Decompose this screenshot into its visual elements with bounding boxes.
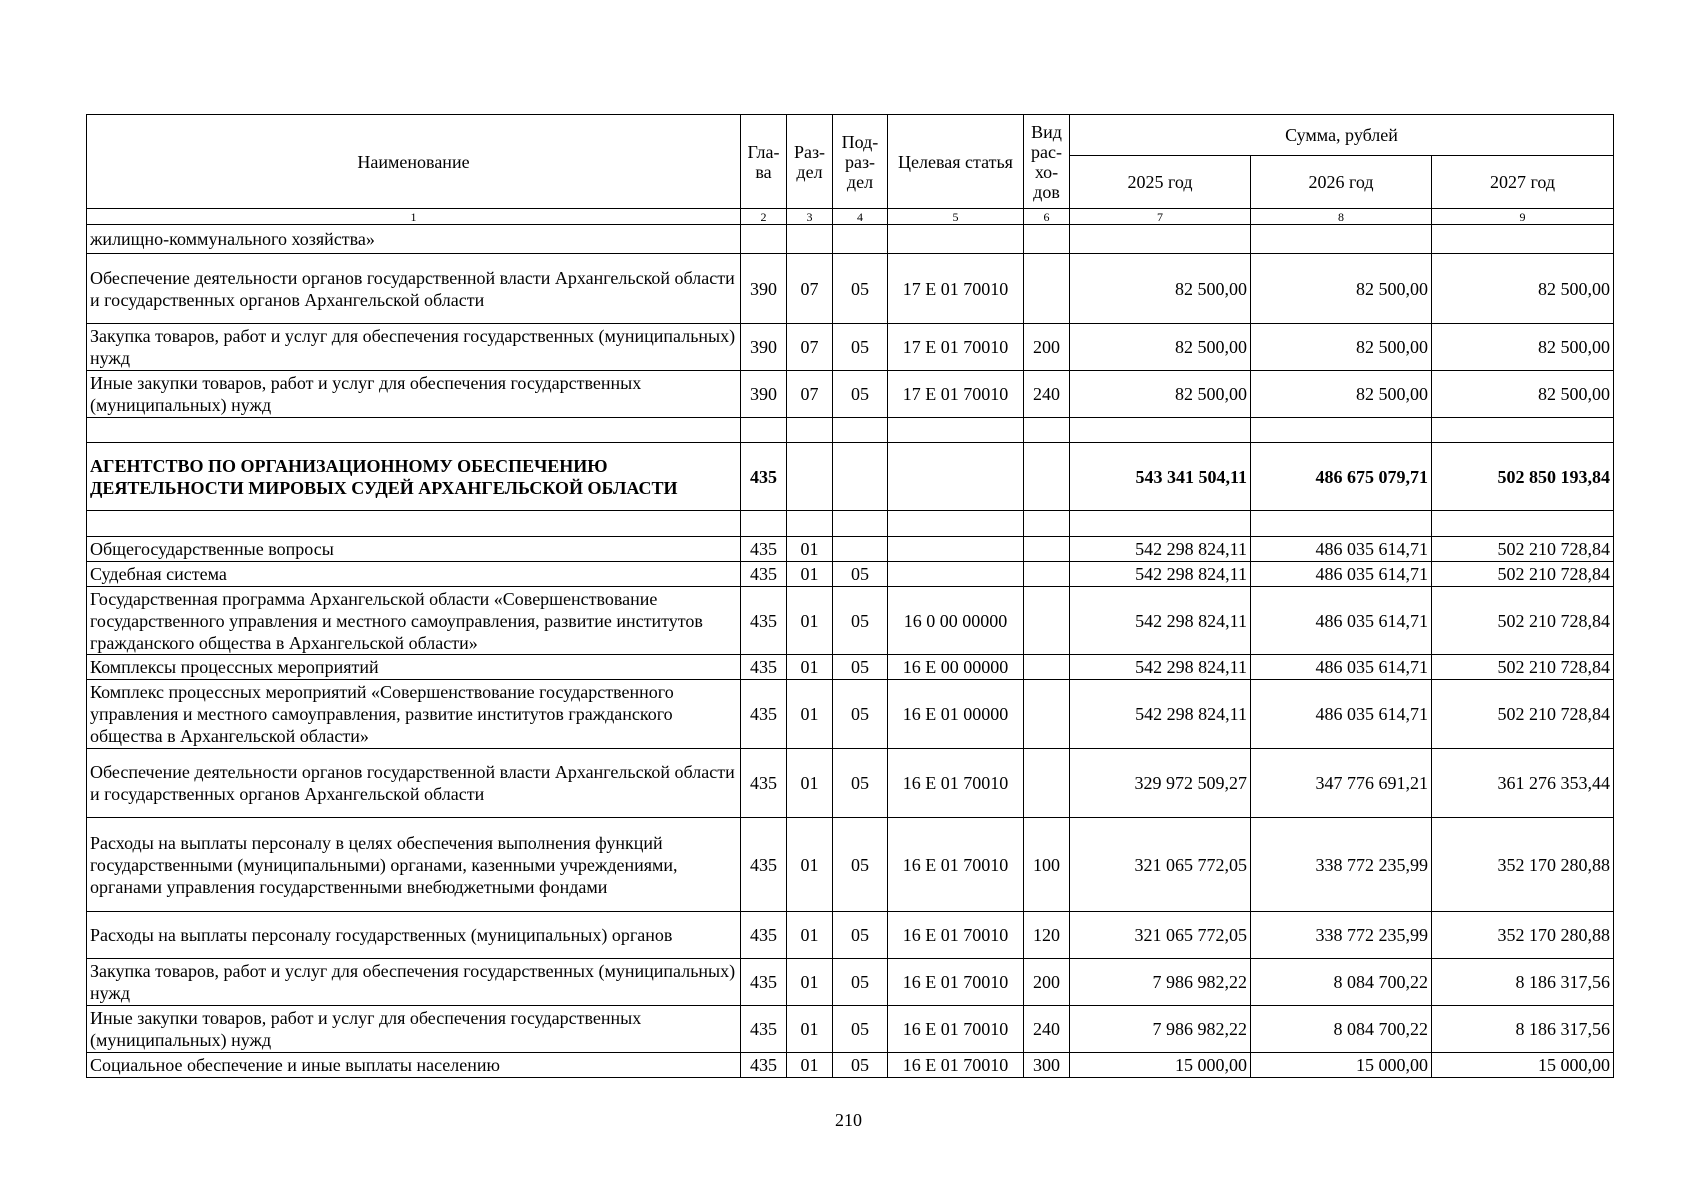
row-sum-2026: 486 035 614,71 xyxy=(1251,537,1432,562)
table-row xyxy=(87,225,1614,254)
table-row xyxy=(87,912,1614,959)
row-vid-rashodov xyxy=(1024,587,1070,655)
column-number-row xyxy=(87,209,1614,225)
row-vid-rashodov: 200 xyxy=(1024,959,1070,1006)
row-sum-2025: 543 341 504,11 xyxy=(1070,443,1251,511)
row-razdel: 01 xyxy=(787,680,833,749)
row-sum-2026 xyxy=(1251,511,1432,537)
row-celevaya-statya: 16 0 00 00000 xyxy=(888,587,1024,655)
row-celevaya-statya xyxy=(888,511,1024,537)
row-razdel xyxy=(787,443,833,511)
row-name xyxy=(87,511,741,537)
row-vid-rashodov: 120 xyxy=(1024,912,1070,959)
row-sum-2027 xyxy=(1432,418,1614,443)
table-row xyxy=(87,324,1614,371)
row-sum-2027: 502 210 728,84 xyxy=(1432,562,1614,587)
row-sum-2025: 82 500,00 xyxy=(1070,254,1251,324)
row-vid-rashodov: 300 xyxy=(1024,1053,1070,1078)
budget-table xyxy=(86,114,1614,1078)
column-number: 6 xyxy=(1024,209,1070,225)
row-sum-2026: 8 084 700,22 xyxy=(1251,959,1432,1006)
row-razdel: 07 xyxy=(787,254,833,324)
header-vid-rashodov: Вид рас-хо-дов xyxy=(1024,115,1070,209)
header-year-2025: 2025 год xyxy=(1070,156,1251,209)
row-glava: 435 xyxy=(741,655,787,680)
row-celevaya-statya: 17 Е 01 70010 xyxy=(888,254,1024,324)
row-podrazdel: 05 xyxy=(833,1006,888,1053)
row-razdel xyxy=(787,418,833,443)
row-celevaya-statya: 16 Е 01 70010 xyxy=(888,1006,1024,1053)
row-sum-2027: 352 170 280,88 xyxy=(1432,912,1614,959)
row-podrazdel: 05 xyxy=(833,562,888,587)
row-sum-2025: 321 065 772,05 xyxy=(1070,912,1251,959)
row-celevaya-statya: 16 Е 01 70010 xyxy=(888,912,1024,959)
row-sum-2027: 502 210 728,84 xyxy=(1432,587,1614,655)
row-razdel: 01 xyxy=(787,912,833,959)
row-glava: 435 xyxy=(741,818,787,912)
table-row xyxy=(87,254,1614,324)
header-glava: Гла-ва xyxy=(741,115,787,209)
row-sum-2026: 486 035 614,71 xyxy=(1251,680,1432,749)
row-glava: 435 xyxy=(741,959,787,1006)
row-vid-rashodov: 240 xyxy=(1024,371,1070,418)
row-glava: 435 xyxy=(741,912,787,959)
row-celevaya-statya: 16 Е 01 70010 xyxy=(888,959,1024,1006)
row-celevaya-statya: 17 Е 01 70010 xyxy=(888,371,1024,418)
row-sum-2025: 542 298 824,11 xyxy=(1070,655,1251,680)
row-sum-2026: 338 772 235,99 xyxy=(1251,912,1432,959)
table-row xyxy=(87,443,1614,511)
row-glava: 390 xyxy=(741,324,787,371)
row-sum-2025: 15 000,00 xyxy=(1070,1053,1251,1078)
row-name: Обеспечение деятельности органов государственной власти Архангельской области и государственных органов Архангельской области xyxy=(87,254,741,324)
row-podrazdel xyxy=(833,443,888,511)
row-sum-2026 xyxy=(1251,225,1432,254)
row-celevaya-statya xyxy=(888,225,1024,254)
row-podrazdel: 05 xyxy=(833,587,888,655)
row-podrazdel xyxy=(833,418,888,443)
table-row xyxy=(87,1053,1614,1078)
row-vid-rashodov: 240 xyxy=(1024,1006,1070,1053)
row-name: Расходы на выплаты персоналу в целях обеспечения выполнения функций государственными (муниципальными) органами, казенными учреждениями, органами управления государственными внебюджетными фондами xyxy=(87,818,741,912)
row-vid-rashodov xyxy=(1024,511,1070,537)
row-glava: 435 xyxy=(741,562,787,587)
table-row xyxy=(87,959,1614,1006)
page-number: 210 xyxy=(835,1110,862,1130)
row-name: Государственная программа Архангельской области «Совершенствование государственного управления и местного самоуправления, развитие институтов гражданского общества в Архангельской области» xyxy=(87,587,741,655)
row-sum-2027: 352 170 280,88 xyxy=(1432,818,1614,912)
row-celevaya-statya: 16 Е 01 00000 xyxy=(888,680,1024,749)
row-name xyxy=(87,418,741,443)
table-row xyxy=(87,537,1614,562)
row-razdel: 01 xyxy=(787,1006,833,1053)
row-glava xyxy=(741,225,787,254)
row-celevaya-statya: 16 Е 01 70010 xyxy=(888,749,1024,818)
row-sum-2026: 486 035 614,71 xyxy=(1251,587,1432,655)
table-row xyxy=(87,655,1614,680)
row-celevaya-statya: 16 Е 01 70010 xyxy=(888,1053,1024,1078)
row-sum-2025 xyxy=(1070,225,1251,254)
row-name: Закупка товаров, работ и услуг для обеспечения государственных (муниципальных) нужд xyxy=(87,324,741,371)
row-celevaya-statya xyxy=(888,537,1024,562)
row-sum-2025: 7 986 982,22 xyxy=(1070,959,1251,1006)
table-row xyxy=(87,749,1614,818)
row-sum-2026: 338 772 235,99 xyxy=(1251,818,1432,912)
column-number: 4 xyxy=(833,209,888,225)
row-celevaya-statya xyxy=(888,562,1024,587)
row-name: Закупка товаров, работ и услуг для обеспечения государственных (муниципальных) нужд xyxy=(87,959,741,1006)
row-podrazdel: 05 xyxy=(833,254,888,324)
row-sum-2025: 542 298 824,11 xyxy=(1070,680,1251,749)
row-razdel: 01 xyxy=(787,959,833,1006)
header-year-2026: 2026 год xyxy=(1251,156,1432,209)
row-sum-2025: 542 298 824,11 xyxy=(1070,587,1251,655)
row-razdel xyxy=(787,225,833,254)
row-sum-2027: 82 500,00 xyxy=(1432,371,1614,418)
row-podrazdel: 05 xyxy=(833,818,888,912)
row-podrazdel: 05 xyxy=(833,959,888,1006)
row-vid-rashodov xyxy=(1024,418,1070,443)
row-razdel: 07 xyxy=(787,324,833,371)
row-sum-2027: 502 210 728,84 xyxy=(1432,655,1614,680)
column-number: 9 xyxy=(1432,209,1614,225)
row-vid-rashodov xyxy=(1024,562,1070,587)
row-name: Иные закупки товаров, работ и услуг для обеспечения государственных (муниципальных) нужд xyxy=(87,371,741,418)
row-razdel: 07 xyxy=(787,371,833,418)
row-celevaya-statya xyxy=(888,418,1024,443)
row-razdel: 01 xyxy=(787,537,833,562)
row-name: Комплекс процессных мероприятий «Совершенствование государственного управления и местного самоуправления, развитие институтов гражданского общества в Архангельской области» xyxy=(87,680,741,749)
row-sum-2027: 361 276 353,44 xyxy=(1432,749,1614,818)
table-row xyxy=(87,418,1614,443)
row-sum-2026: 347 776 691,21 xyxy=(1251,749,1432,818)
row-razdel: 01 xyxy=(787,655,833,680)
row-name: Расходы на выплаты персоналу государственных (муниципальных) органов xyxy=(87,912,741,959)
row-podrazdel: 05 xyxy=(833,1053,888,1078)
row-vid-rashodov xyxy=(1024,537,1070,562)
row-podrazdel: 05 xyxy=(833,912,888,959)
row-glava: 435 xyxy=(741,537,787,562)
header-podrazdel: Под-раз-дел xyxy=(833,115,888,209)
row-sum-2027: 8 186 317,56 xyxy=(1432,959,1614,1006)
row-sum-2027: 502 210 728,84 xyxy=(1432,680,1614,749)
row-podrazdel xyxy=(833,537,888,562)
row-sum-2027 xyxy=(1432,225,1614,254)
header-razdel: Раз-дел xyxy=(787,115,833,209)
column-number: 3 xyxy=(787,209,833,225)
row-sum-2025: 82 500,00 xyxy=(1070,371,1251,418)
row-glava xyxy=(741,511,787,537)
row-glava: 435 xyxy=(741,1053,787,1078)
column-number: 8 xyxy=(1251,209,1432,225)
row-sum-2027 xyxy=(1432,511,1614,537)
row-sum-2026: 8 084 700,22 xyxy=(1251,1006,1432,1053)
row-vid-rashodov xyxy=(1024,655,1070,680)
row-celevaya-statya: 16 Е 00 00000 xyxy=(888,655,1024,680)
row-podrazdel: 05 xyxy=(833,324,888,371)
row-name: Комплексы процессных мероприятий xyxy=(87,655,741,680)
row-sum-2027: 502 210 728,84 xyxy=(1432,537,1614,562)
column-number: 5 xyxy=(888,209,1024,225)
row-sum-2025: 542 298 824,11 xyxy=(1070,537,1251,562)
row-glava: 435 xyxy=(741,443,787,511)
row-podrazdel: 05 xyxy=(833,371,888,418)
row-sum-2025: 321 065 772,05 xyxy=(1070,818,1251,912)
row-sum-2025 xyxy=(1070,511,1251,537)
row-sum-2027: 15 000,00 xyxy=(1432,1053,1614,1078)
row-vid-rashodov: 100 xyxy=(1024,818,1070,912)
row-sum-2027: 502 850 193,84 xyxy=(1432,443,1614,511)
row-celevaya-statya: 16 Е 01 70010 xyxy=(888,818,1024,912)
table-row xyxy=(87,680,1614,749)
row-podrazdel: 05 xyxy=(833,655,888,680)
row-glava: 435 xyxy=(741,587,787,655)
column-number: 1 xyxy=(87,209,741,225)
row-name: Социальное обеспечение и иные выплаты населению xyxy=(87,1053,741,1078)
row-celevaya-statya: 17 Е 01 70010 xyxy=(888,324,1024,371)
table-row xyxy=(87,371,1614,418)
row-razdel: 01 xyxy=(787,749,833,818)
row-sum-2026: 486 035 614,71 xyxy=(1251,562,1432,587)
row-sum-2027: 82 500,00 xyxy=(1432,254,1614,324)
table-row xyxy=(87,562,1614,587)
budget-document xyxy=(86,114,1613,1078)
row-podrazdel xyxy=(833,225,888,254)
row-sum-2025 xyxy=(1070,418,1251,443)
header-celevaya-statya: Целевая статья xyxy=(888,115,1024,209)
row-sum-2026: 15 000,00 xyxy=(1251,1053,1432,1078)
row-razdel: 01 xyxy=(787,562,833,587)
row-podrazdel xyxy=(833,511,888,537)
row-vid-rashodov xyxy=(1024,254,1070,324)
row-podrazdel: 05 xyxy=(833,749,888,818)
row-vid-rashodov xyxy=(1024,749,1070,818)
table-header xyxy=(87,115,1614,225)
header-summa: Сумма, рублей xyxy=(1070,115,1614,156)
row-name: Обеспечение деятельности органов государственной власти Архангельской области и государственных органов Архангельской области xyxy=(87,749,741,818)
row-podrazdel: 05 xyxy=(833,680,888,749)
row-sum-2026: 486 675 079,71 xyxy=(1251,443,1432,511)
row-name: Иные закупки товаров, работ и услуг для обеспечения государственных (муниципальных) нужд xyxy=(87,1006,741,1053)
row-sum-2026 xyxy=(1251,418,1432,443)
row-name: Общегосударственные вопросы xyxy=(87,537,741,562)
row-glava: 390 xyxy=(741,254,787,324)
row-sum-2026: 82 500,00 xyxy=(1251,371,1432,418)
row-name: жилищно-коммунального хозяйства» xyxy=(87,225,741,254)
row-razdel xyxy=(787,511,833,537)
row-sum-2025: 542 298 824,11 xyxy=(1070,562,1251,587)
row-sum-2025: 7 986 982,22 xyxy=(1070,1006,1251,1053)
table-row xyxy=(87,587,1614,655)
row-sum-2026: 82 500,00 xyxy=(1251,254,1432,324)
row-glava xyxy=(741,418,787,443)
row-vid-rashodov xyxy=(1024,680,1070,749)
row-sum-2027: 82 500,00 xyxy=(1432,324,1614,371)
table-row xyxy=(87,1006,1614,1053)
row-glava: 435 xyxy=(741,680,787,749)
row-sum-2026: 486 035 614,71 xyxy=(1251,655,1432,680)
row-razdel: 01 xyxy=(787,1053,833,1078)
row-vid-rashodov: 200 xyxy=(1024,324,1070,371)
row-razdel: 01 xyxy=(787,818,833,912)
table-row xyxy=(87,818,1614,912)
header-year-2027: 2027 год xyxy=(1432,156,1614,209)
row-vid-rashodov xyxy=(1024,443,1070,511)
row-glava: 390 xyxy=(741,371,787,418)
column-number: 2 xyxy=(741,209,787,225)
table-row xyxy=(87,511,1614,537)
row-celevaya-statya xyxy=(888,443,1024,511)
row-razdel: 01 xyxy=(787,587,833,655)
header-name: Наименование xyxy=(87,115,741,209)
row-name: АГЕНТСТВО ПО ОРГАНИЗАЦИОННОМУ ОБЕСПЕЧЕНИЮ ДЕЯТЕЛЬНОСТИ МИРОВЫХ СУДЕЙ АРХАНГЕЛЬСКОЙ ОБЛАСТИ xyxy=(87,443,741,511)
row-vid-rashodov xyxy=(1024,225,1070,254)
row-sum-2026: 82 500,00 xyxy=(1251,324,1432,371)
column-number: 7 xyxy=(1070,209,1251,225)
row-glava: 435 xyxy=(741,749,787,818)
row-sum-2027: 8 186 317,56 xyxy=(1432,1006,1614,1053)
row-sum-2025: 82 500,00 xyxy=(1070,324,1251,371)
row-sum-2025: 329 972 509,27 xyxy=(1070,749,1251,818)
table-body xyxy=(87,225,1614,1078)
row-name: Судебная система xyxy=(87,562,741,587)
row-glava: 435 xyxy=(741,1006,787,1053)
